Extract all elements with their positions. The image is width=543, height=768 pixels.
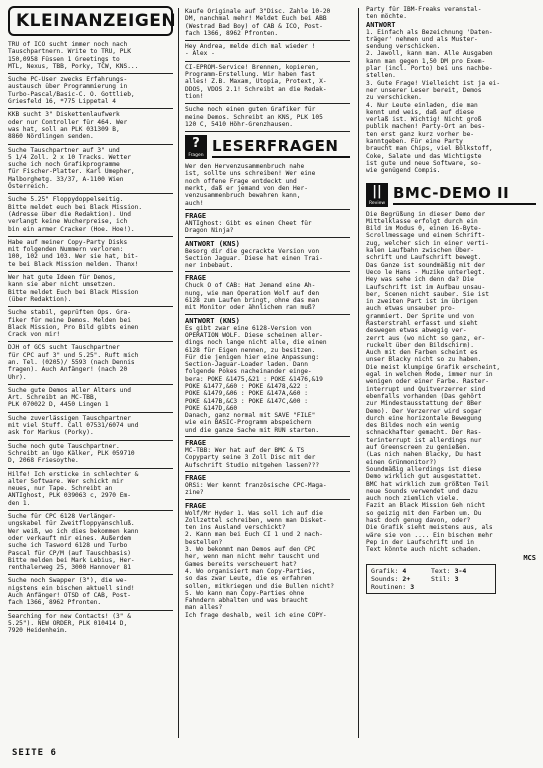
qa-text: Es gibt zwar eine 6128-Version von OPERATION WOLF. Diese scheinen aller- dings noch lange nicht alle, die einen 6128 für Eigen nennen, zu besitzen. Für die jenigen hier eine Anpassung: Section-Jaguar-Loader laden. Dann folgende Pokes nacheinander einge- bera: POKE &1475,&21 : POKE &1476,&19 POKE &1477,&60 : POKE &1478,&22 : POKE &1479,&06 : POKE &147A,&60 : POKE &147B,&C3 : POKE &147C,&00 : POKE &147D,&60 Danach, ganz normal mit SAVE "FILE" wie ein BASIC-Programm abspeichern und die ganze Sache mit RUN starten. — [185, 324, 327, 434]
right-column — [366, 6, 536, 594]
kleinanzeigen-title: KLEINANZEIGEN — [16, 11, 177, 31]
divider — [185, 271, 350, 272]
classified-ad: Suche PC-User zwecks Erfahrungs- austausch über Programmierung in Turbo-Pascal/Basic-C. O. Gottlieb, Griesfeld 16, *775 Lippetal 4 — [8, 74, 173, 109]
review-icon: || Review — [366, 183, 388, 207]
classified-ad: Suche für CPC 6128 Verlänger- ungskabel für Zweitfloppyanschluß. Wer weiß, wo ich dies bekommen kann oder verkauft mir eines. Außerdem suche ich Tasword 6128 und Turbo Pascal für CP/M (auf Tauschbasis) Bitte melden bei Mark Lebius, Her- renthalerweg 25, 3000 Hannover 81 — [8, 511, 173, 575]
qa-text: Wolf/Mr Hyder 1. Was soll ich auf die Zollzettel schreiben, wenn man Disket- ten ins Ausland verschickt? 2. Kann man bei Euch CI 1 und 2 nach- bestellen? 3. Wo bekommt man Demos auf den CPC her, wenn man nicht mehr tauscht und Games bereits verscheuert hat? 4. Wo organisiert man Copy-Parties, so das zwar Leute, die es erfahren sollen, mitkriegen und die Bullen nicht? 5. Wo kann man Copy-Parties ohne Fahndern abhalten und was braucht man alles? Ich frage deshalb, weil ich eine COPY- — [185, 509, 335, 619]
classified-ad: Suche noch Swapper (3"), die we- nigstens ein bischen aktuell sind! Auch Anfänger! OTSD of CAB, Post- fach 1366, 8962 Pfronten. — [8, 575, 173, 610]
rating-value: 2+ — [402, 575, 411, 584]
leserfragen-intro: Wer den Hervenzusammenbruch nahe ist, sollte uns schreiben! Wer eine noch offene Frage entdeckt und merkt, daß er jemand von den Her- venzusammenbruch bewahren kann, auch! — [185, 163, 316, 207]
classified-ad: Habe auf meiner Copy-Party Disks mit folgenden Nummern verloren: 100, 102 und 103. Wer sie hat, bit- te bei Black Mission melden. Thanx! — [8, 237, 173, 272]
rating-value: 3-4 — [454, 567, 467, 576]
review-text: Die Begrüßung in dieser Demo der Mittelklasse erfolgt durch ein Bild im Modus 0, einen 16-Byte- Scrollmessage und einem Schrift- zug, welcher sich in einer verti- kalen Laufbahn zwischen Über- schrift und Laufschrift bewegt. Das Ganze ist soundmäßig mit der Ueco le Hans - Muzike unterlegt. Hey was sehe ich denn da? Die Laufschrift ist im Aufbau unsau- ber, Scenen nicht sauber. Sie ist in zweiten Part ist im übrigen auch etwas unsauber pro- grammiert. Der Sprite und von Rasterstrahl erfasst und sieht deswegen etwas abwegig ver- zerrt aus (wo nicht so ganz, er- ruckelt über den Bildschirm). Auch mit den Farben scheint es unser Blacky nicht so zu haben. Die meist klumpige Grafik erscheint, egal in welchen Mode, immer nur in wenigen oder einer Farbe. Raster- interrupt und Quitverzerrer sind ebenfalls vorhanden (Das gehört zur Mindestausstattung der 8Ber Demo). Der Verzerrer wird sogar durch eine horizontale Bewegung des Bildes noch ein wenig schnackhafter gemacht. Der Ras- terinterrupt ist allerdings nur auf Greenscreen zu genießen. (Las nich nahen Blacky, Du hast einen Grünmonitor?) Soundmäßig allerdings ist diese Demo wirklich gut ausgestattet. BMC hat wirklich zum größten Teil neue Sounds verwendet und dazu auch noch ziemlich viele. Fazit an Black Mission Geh nicht so geizig mit den Farben um. Du hast doch genug davon, oder? Die Grafik sieht meistens aus, als wäre sie von .... Ein bischen mehr Pep in der Laufschrift und in Text könnte auch nicht schaden. — [366, 210, 501, 554]
classified-ad: Wer hat gute Ideen für Demos, kann sie aber nicht umsetzen. Bitte meldet Euch bei Black Mission (über Redaktion). — [8, 272, 173, 307]
review-signature: MCS — [523, 554, 536, 563]
qa-label: FRAGE — [185, 274, 207, 283]
classified-ad: Kaufe Originale auf 3"Disc. Zahle 10-20 DM, nanchmal mehr! Meldet Euch bei ABB (Westrad Bad Boy) of CAB & ICO, Post- fach 1366, 8962 Pfronten. — [185, 6, 350, 41]
qa-text: Besorg dir die gecrackte Version von Section Jaguar. Diese hat einen Trai- ner inbebaut. — [185, 247, 323, 270]
classified-ad: Suche noch gute Tauschpartner. Schreibt an Ugo Kälker, PLK 059710 D, 2068 Friesoythe. — [8, 441, 173, 469]
rating-item — [371, 583, 431, 591]
classified-ad: Suche Tauschpartner auf 3" und 5 1/4 Zoll. 2 x 10 Tracks. Wetter suche ich noch Grafikprogramme für Fischer-Platter. Karl Umepher, Malborghetg. 33/37, A-1100 Wien Österreich. — [8, 145, 173, 195]
classified-ad: Hilfe! Ich ersticke in schlechter & alter Software. Wer schickt mir neues, nur Tape. Schreibt an ANTIghost, PLK 039063 c, 2970 Em- den 1. — [8, 469, 173, 511]
classified-ad: CI-EPROM-Service! Brennen, kopieren, Programm-Erstellung. Wir haben fast alles! Z.B. Maxam, Utopia, Protext, X- DDOS, VDOS 2.1! Schreibt an die Redak- tion! — [185, 62, 350, 104]
review-title: BMC-DEMO II — [393, 184, 536, 205]
qa-label: FRAGE — [185, 473, 207, 482]
rating-item — [431, 567, 491, 575]
divider — [185, 237, 350, 238]
classified-ad: Suche gute Demos aller Alters und Art. Schreibt an MC-TBB, PLK 070022 D, 4450 Lingen 1 — [8, 385, 173, 413]
middle-ads-list — [185, 6, 350, 132]
rating-item — [371, 575, 431, 583]
ads-list — [8, 39, 173, 637]
qa-text: Chuck O of CAB: Hat Jemand eine Ah- nung, wie man Operation Wolf auf den 6128 zum Laufen bringt, ohne das man mit Monitor oder ähnlichem ran muß? — [185, 282, 320, 312]
classified-ad: DJH of GCS sucht Tauschpartner für CPC auf 3" und 5.25". Ruft mich an. Tel. (0205)/ 5593 (nach Dennis fragen). Auch Anfänger! (nach 20 Uhr). — [8, 342, 173, 384]
answer-label: ANTWORT — [366, 20, 396, 29]
qa-text: MC-TBB: Wer hat auf der BMC & TS Copyparty seine 3 Zoll Disc mit der Aufschrift Studio mitgehen lassen??? — [185, 447, 320, 469]
kleinanzeigen-header — [8, 6, 177, 36]
qa-label: FRAGE — [185, 439, 207, 448]
qa-label: FRAGE — [185, 211, 207, 220]
classified-ad: Suche zuverlässigen Tauschpartner mit viel Stuff. Call 07531/6074 und ask for Markus (Porky). — [8, 413, 173, 441]
column-divider-right — [358, 8, 359, 738]
leserfragen-title: LESERFRAGEN — [212, 137, 350, 158]
rating-value: 3 — [410, 583, 415, 592]
rating-value: 3 — [454, 575, 459, 584]
qa-label: ANTWORT (KNS) — [185, 239, 240, 248]
classified-ad: TRU of ICO sucht immer noch nach Tauschpartnern. Write to TRU, PLK 150,0958 Füssen 1 Greetings to MTL, Nexus, TBB, Porky, TCW, KNS... — [8, 39, 173, 74]
qa-text: ORSi: Wer kennt französische CPC-Maga- zine? — [185, 481, 327, 497]
leserfragen-header — [185, 135, 350, 159]
divider — [185, 209, 350, 210]
divider — [185, 499, 350, 500]
rating-item — [371, 567, 431, 575]
review-header — [366, 183, 536, 207]
column-divider-left — [178, 8, 179, 738]
rating-value: 4 — [402, 567, 407, 576]
qa-label: FRAGE — [185, 501, 207, 510]
classified-ad: Suche noch einen guten Grafiker für meine Demos. Schreibt an KNS, PLK 105 120 C, 5410 Höhr-Grenzhausen. — [185, 104, 350, 132]
divider — [185, 471, 350, 472]
classified-ad: Suche 5.25" Floppydoppelseitig. Bitte meldet euch bei Black Mission. (Adresse über die Redaktion). Und verlangt keine Wucherpreise, ich bin ein armer Cracker (Hoe. Hoe!). — [8, 194, 173, 236]
question-icon: ? Fragen — [185, 135, 207, 159]
kleinanzeigen-column — [8, 6, 177, 637]
rating-key: Text: — [431, 567, 451, 576]
divider — [185, 436, 350, 437]
rating-key: Sounds: — [371, 575, 399, 584]
divider — [185, 314, 350, 315]
rating-key: Routinen: — [371, 583, 407, 592]
qa-label: ANTWORT (KNS) — [185, 316, 240, 325]
qa-list — [185, 209, 350, 619]
classified-ad: KKB sucht 3" Diskettenlaufwerk oder nur Controller für 464. Wer was hat, soll an PLK 031309 B, 8860 Nördlingen senden. — [8, 109, 173, 144]
answer-continuation: Party für IBM-Freaks veranstal- ten möchte. — [366, 6, 482, 21]
classified-ad: Searching for new Contacts! (3" & 5.25"). NEW ORDER, PLK 010414 D, 7920 Heidenheim. — [8, 612, 131, 635]
middle-column — [185, 6, 350, 619]
rating-box — [366, 564, 496, 594]
classified-ad: Hey Andrea, melde dich mal wieder ! - Alex - — [185, 41, 350, 62]
rating-item — [431, 575, 491, 583]
qa-text: ANTIghost: Gibt es einen Cheet für Dragon Ninja? — [185, 219, 312, 235]
rating-key: Stil: — [431, 575, 451, 584]
answer-text: 1. Einfach als Bezeichnung 'Daten- träger' nehmen und als Muster- sendung verschicken. 2. Jawoll, kann man. Alle Ausgaben kann man gegen 1,50 DM pro Exem- plar (incl. Porto) bei uns nachbe- stellen. 3. Gute Frage! Vielleicht ist ja ei- ner unserer Leser bereit, Demos zu verschicken. 4. Nur Leute einladen, die man kennt und weis, daß auf diese verlaß ist. Wichtig! Nicht groß publik machen! Party-Ort an bes- ten erst ganz kurz vorher be- kanntgeben. Für eine Party braucht man Chips, viel Bölkstoff, Coke, Salate und das Wichtigste ist gute und neue Software, so- wie genügend Compis. — [366, 28, 501, 175]
classified-ad: Suche stabil, geprüften Ops. Gra- fiker für meine Demos. Melden bei Black Mission, Pro Bild gibts einen Crack von mir! — [8, 307, 173, 342]
page-number: SEITE 6 — [12, 748, 57, 758]
rating-key: Grafik: — [371, 567, 399, 576]
